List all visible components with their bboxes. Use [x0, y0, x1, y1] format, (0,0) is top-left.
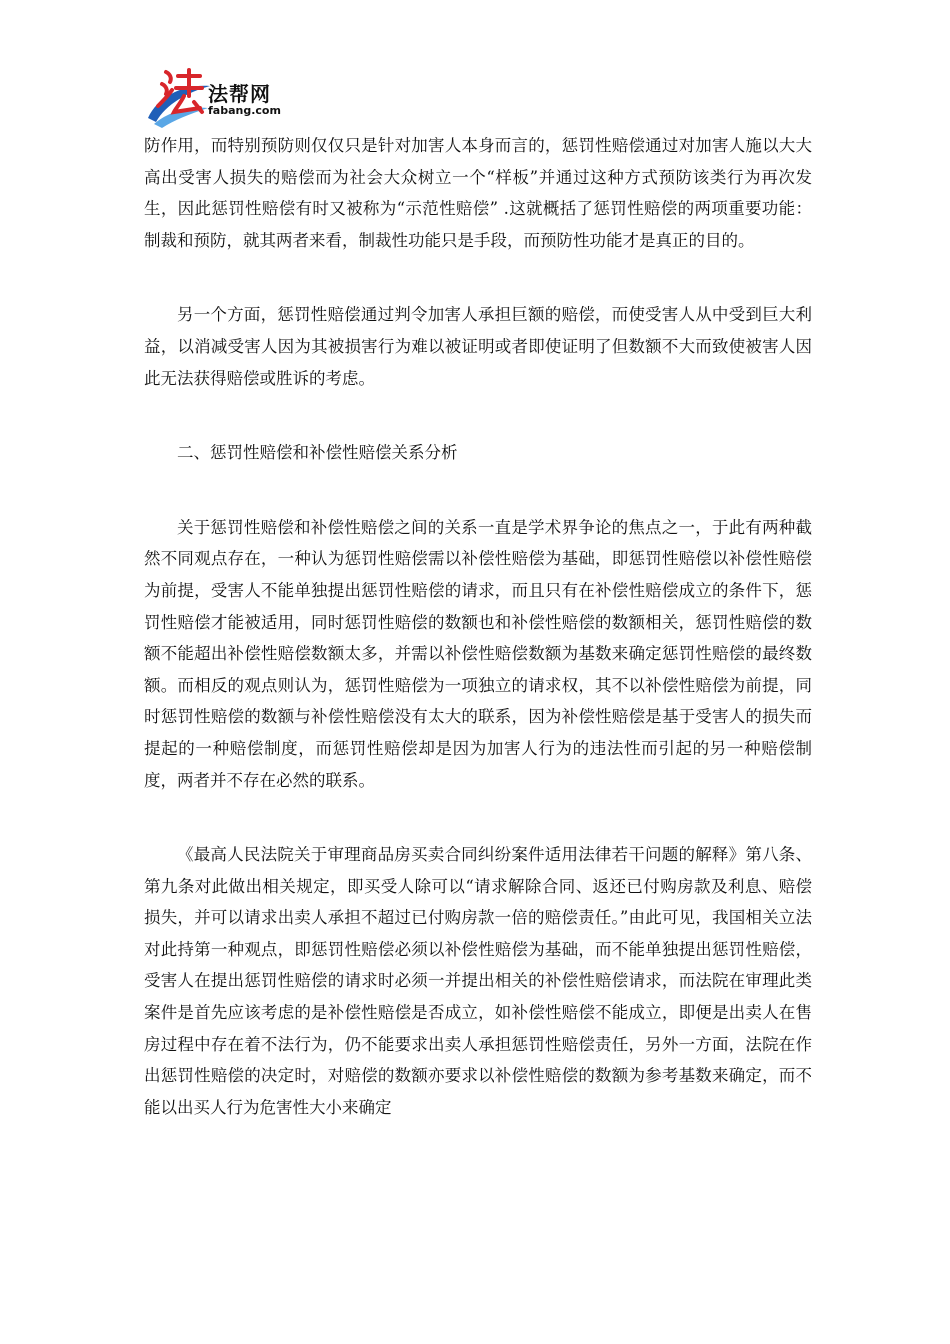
fabang-logo-icon: [144, 66, 216, 130]
paragraph: 《最高人民法院关于审理商品房买卖合同纠纷案件适用法律若干问题的解释》第八条、第九条对此做出相关规定，即买受人除可以“请求解除合同、返还已付购房款及利息、赔偿损失，并可以请求出卖人承担不超过已付购房款一倍的赔偿责任。”由此可见，我国相关立法对此持第一种观点，即惩罚性赔偿必须以补偿性赔偿为基础，而不能单独提出惩罚性赔偿，受害人在提出惩罚性赔偿的请求时必须一并提出相关的补偿性赔偿请求，而法院在审理此类案件是首先应该考虑的是补偿性赔偿是否成立，如补偿性赔偿不能成立，即便是出卖人在售房过程中存在着不法行为，仍不能要求出卖人承担惩罚性赔偿责任，另外一方面，法院在作出惩罚性赔偿的决定时，对赔偿的数额亦要求以补偿性赔偿的数额为参考基数来确定，而不能以出买人行为危害性大小来确定: [144, 845, 812, 1117]
paragraph: 关于惩罚性赔偿和补偿性赔偿之间的关系一直是学术界争论的焦点之一，于此有两种截然不同观点存在，一种认为惩罚性赔偿需以补偿性赔偿为基础，即惩罚性赔偿以补偿性赔偿为前提，受害人不能单独提出惩罚性赔偿的请求，而且只有在补偿性赔偿成立的条件下，惩罚性赔偿才能被适用，同时惩罚性赔偿的数额也和补偿性赔偿的数额相关，惩罚性赔偿的数额不能超出补偿性赔偿数额太多，并需以补偿性赔偿数额为基数来确定惩罚性赔偿的最终数额。而相反的观点则认为，惩罚性赔偿为一项独立的请求权，其不以补偿性赔偿为前提，同时惩罚性赔偿的数额与补偿性赔偿没有太大的联系，因为补偿性赔偿是基于受害人的损失而提起的一种赔偿制度，而惩罚性赔偿却是因为加害人行为的违法性而引起的另一种赔偿制度，两者并不存在必然的联系。: [144, 517, 812, 790]
paragraph: 另一个方面，惩罚性赔偿通过判令加害人承担巨额的赔偿，而使受害人从中受到巨大利益，以消减受害人因为其被损害行为难以被证明或者即使证明了但数额不大而致使被害人因此无法获得赔偿或胜诉的考虑。: [144, 305, 812, 388]
logo-name: 法帮网: [208, 82, 271, 106]
site-header: [144, 66, 314, 130]
article-body: [144, 130, 812, 1166]
section-heading: 二、惩罚性赔偿和补偿性赔偿关系分析: [177, 443, 458, 463]
logo-domain: fabang.com: [208, 104, 281, 117]
paragraph-continued: 防作用，而特别预防则仅仅只是针对加害人本身而言的，惩罚性赔偿通过对加害人施以大大高出受害人损失的赔偿而为社会大众树立一个“样板”并通过这种方式预防该类行为再次发生，因此惩罚性赔偿有时又被称为“示范性赔偿” .这就概括了惩罚性赔偿的两项重要功能：制裁和预防，就其两者来看，制裁性功能只是手段，而预防性功能才是真正的目的。: [144, 136, 812, 250]
